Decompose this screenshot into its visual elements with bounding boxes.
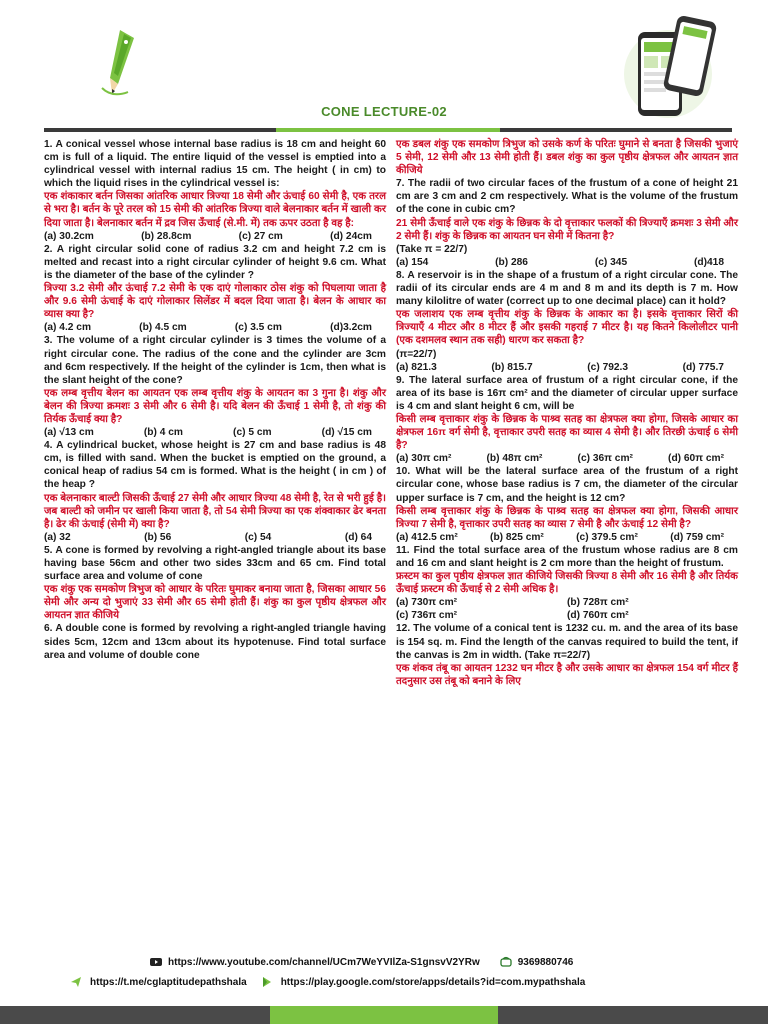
hindi-translation: एक शंकु एक समकोण त्रिभुज को आधार के परितः घुमाकर बनाया जाता है, जिसका आधार 56 सेमी और अन्य दो भुजाएं 33 सेमी और 65 सेमी होती हैं। शंकु का कुल पृष्ठीय क्षेत्रफल और आयतन ज्ञात कीजिये [44, 584, 386, 622]
answer-option: (d) 24cm [330, 230, 372, 242]
youtube-link[interactable]: https://www.youtube.com/channel/UCm7WeYVIlZa-S1gnsvV2YRw [168, 956, 480, 968]
question-text: (Take π = 22/7) [396, 243, 468, 255]
question-text: 4. A cylindrical bucket, whose height is 27 cm and base radius is 48 cm, is filled with sand. When the bucket is emptied on the ground, a conical heap of radius 54 cm is formed. What is the height ( in cm ) of the heap ? [44, 440, 386, 491]
pencil-logo-icon [98, 28, 138, 100]
answer-option: (c) 5 cm [233, 427, 272, 439]
question-text: (π=22/7) [396, 348, 437, 360]
question-text: 6. A double cone is formed by revolving a right-angled triangle having sides 5cm, 12cm and 13cm about its hypotenuse. Find total surface area and volume of double cone [44, 623, 386, 661]
answer-options [44, 230, 386, 243]
answer-option: (c) 792.3 [587, 361, 629, 373]
answer-option: (d) 759 cm² [670, 531, 724, 543]
answer-options [396, 256, 738, 269]
answer-options [44, 426, 386, 439]
hindi-translation: एक बेलनाकार बाल्टी जिसकी ऊँचाई 27 सेमी और आधार त्रिज्या 48 सेमी है, रेत से भरी हुई है। जब बाल्टी को जमीन पर खाली किया जाता है, तो 54 सेमी त्रिज्या का एक शंक्वाकार ढेर बनता है। ढेर की ऊंचाई (सेमी में) क्या है? [44, 492, 386, 530]
answer-option: (c) 36π cm² [577, 453, 633, 465]
answer-option: (d) 760π cm² [567, 610, 629, 622]
answer-option: (b) 56 [144, 531, 172, 543]
answer-option: (a) 4.2 cm [44, 322, 91, 334]
answer-option: (a) 412.5 cm² [396, 531, 458, 543]
play-store-link[interactable]: https://play.google.com/store/apps/details?id=com.mypathshala [280, 976, 586, 988]
footer-row-1 [150, 956, 768, 968]
hindi-translation: एक शंकव तंबू का आयतन 1232 घन मीटर है और उसके आधार का क्षेत्रफल 154 वर्ग मीटर हैं तदनुसार उस तंबू को बनाने के लिए [396, 662, 738, 687]
answer-option: (b) 4 cm [143, 427, 183, 439]
answer-option: (a) 30.2cm [44, 230, 94, 242]
answer-options [396, 452, 738, 465]
play-store-icon [261, 976, 273, 988]
page-title: CONE LECTURE-02 [321, 104, 447, 119]
answer-option: (b) 825 cm² [490, 531, 544, 543]
answer-option: (d)418 [693, 256, 724, 268]
answer-option: (b) 4.5 cm [139, 322, 187, 334]
header-divider [44, 128, 732, 132]
hindi-translation: एक डबल शंकु एक समकोण त्रिभुज को उसके कर्ण के परितः घुमाने से बनता है जिसकी भुजाएं 5 सेमी, 12 सेमी और 13 सेमी होती हैं। डबल शंकु का कुल पृष्ठीय क्षेत्रफल और आयतन ज्ञात कीजिये [396, 139, 738, 177]
answer-option: (a) 32 [44, 531, 71, 543]
answer-option: (a) 730π cm² [396, 597, 458, 609]
answer-option: (a) 30π cm² [396, 453, 452, 465]
phone-icon [500, 956, 512, 968]
answer-option: (d) 64 [344, 531, 372, 543]
question-text: 11. Find the total surface area of the frustum whose radius are 8 cm and 16 cm and slant height is 2 cm more than the height of frustum. [396, 544, 738, 569]
answer-option: (c) 736π cm² [396, 610, 458, 622]
phone-number[interactable]: 9369880746 [517, 956, 574, 968]
answer-options [396, 531, 738, 544]
hindi-translation: फ्रस्टम का कुल पृष्ठीय क्षेत्रफल ज्ञात कीजिये जिसकी त्रिज्या 8 सेमी और 16 सेमी है और तिर्यक ऊँचाई फ्रस्टम की ऊँचाई से 2 सेमी अधिक है। [396, 571, 738, 596]
question-text: 9. The lateral surface area of frustum of a right circular cone, if the area of its base is 16π cm² and the diameter of circular upper surface is 4 cm and slant height 6 cm, will be [396, 374, 738, 412]
question-text: 5. A cone is formed by revolving a right-angled triangle about its base having base 56cm and other two sides 33cm and 65 cm. Find total surface area and volume of cone [44, 544, 386, 583]
question-text: 12. The volume of a conical tent is 1232 cu. m. and the area of its base is 154 sq. m. Find the length of the canvas required to build the tent, if the canvas is 2m in width. (Take π=22/7) [396, 623, 738, 661]
hindi-translation: किसी लम्ब वृत्ताकार शंकु के छिन्नक के पाश्र्व सतह का क्षेत्रफल क्या होगा, जिसकी आधार त्रिज्या 7 सेमी है, वृत्ताकार उपरी सतह का व्यास 7 सेमी है और ऊंचाई 12 सेमी है? [396, 505, 738, 530]
hindi-translation: एक शंकाकार बर्तन जिसका आंतरिक आधार त्रिज्या 18 सेमी और ऊंचाई 60 सेमी है, एक तरल से भरा है। बर्तन के पूरे तरल को 15 सेमी की आंतरिक त्रिज्या वाले बेलनाकार बर्तन में खाली कर दिया जाता है। बेलनाकार बर्तन में द्रव जिस ऊँचाई (से.मी. में) तक ऊपर उठता है वह है: [44, 191, 386, 229]
telegram-icon [70, 976, 82, 988]
question-text: 3. The volume of a right circular cylinder is 3 times the volume of a right circular cone. The radius of the cone and the cylinder are 3cm and 6cm respectively. If the height of the cylinder is 1cm, then what is the slant height of the cone? [44, 335, 386, 386]
footer-bar [0, 1006, 768, 1024]
answer-option: (b) 286 [495, 256, 528, 268]
footer-row-2 [70, 976, 768, 988]
left-column [44, 138, 386, 662]
answer-option: (d) √15 cm [321, 427, 372, 439]
answer-option: (b) 815.7 [491, 361, 533, 373]
answer-options [396, 361, 738, 374]
hindi-translation: त्रिज्या 3.2 सेमी और ऊंचाई 7.2 सेमी के एक दाएं गोलाकार ठोस शंकु को पिघलाया जाता है और 9.6 सेमी ऊंचाई के दाएं गोलाकार सिलेंडर में बदल दिया जाता है। बेलन के आधार का व्यास क्या है? [44, 283, 386, 321]
question-text: 10. What will be the lateral surface area of the frustum of a right circular cone, whose base radius is 7 cm, the diameter of the circular upper surface is 7 cm, and the height is 12 cm? [396, 466, 738, 504]
youtube-icon [150, 956, 162, 968]
answer-option: (c) 379.5 cm² [576, 531, 638, 543]
telegram-link[interactable]: https://t.me/cglaptitudepathshala [90, 976, 247, 988]
answer-option: (c) 3.5 cm [234, 322, 282, 334]
answer-option: (b) 28.8cm [141, 230, 192, 242]
hindi-translation: एक लम्ब वृत्तीय बेलन का आयतन एक लम्ब वृत्तीय शंकु के आयतन का 3 गुना है। शंकु और बेलन की त्रिज्या क्रमशः 3 सेमी और 6 सेमी है। यदि बेलन की ऊँचाई 1 सेमी है, तो शंकु की तिर्यक ऊँचाई क्या है? [44, 387, 386, 425]
right-column [396, 138, 738, 688]
answer-options [44, 321, 386, 334]
question-text: 7. The radii of two circular faces of the frustum of a cone of height 21 cm are 3 cm and 2 cm respectively. What is the volume of the frustum of the cone in cubic cm? [396, 178, 738, 216]
answer-option: (d)3.2cm [330, 322, 372, 334]
question-text: 2. A right circular solid cone of radius 3.2 cm and height 7.2 cm is melted and recast into a right circular cylinder of height 9.6 cm. What is the diameter of the base of the cylinder ? [44, 243, 386, 281]
answer-option: (c) 27 cm [238, 230, 283, 242]
question-text: 8. A reservoir is in the shape of a frustum of a right circular cone. The radii of its circular ends are 4 m and 8 m and its depth is 7 m. How many kilolitre of water (correct up to one decimal place) can it hold? [396, 269, 738, 308]
answer-option: (d) 60π cm² [668, 453, 724, 465]
answer-options [44, 531, 386, 544]
hindi-translation: एक जलाशय एक लम्ब वृत्तीय शंकु के छिन्नक के आकार का है। इसके वृत्ताकार सिरों की त्रिज्याएँ 4 मीटर और 8 मीटर हैं और इसकी गहराई 7 मीटर है। यह कितने किलोलीटर पानी (एक दशमलव स्थान तक सही) धारण कर सकता है? [396, 309, 738, 347]
answer-option: (a) 154 [396, 256, 429, 268]
answer-options [396, 596, 738, 622]
answer-option: (a) 821.3 [396, 361, 437, 373]
hindi-translation: 21 सेमी ऊँचाई वाले एक शंकु के छिन्नक के दो वृत्ताकार फलकों की त्रिज्याएँ क्रमशः 3 सेमी और 2 सेमी हैं। शंकु के छिन्नक का आयतन घन सेमी में कितना है? [396, 217, 738, 242]
answer-option: (a) √13 cm [44, 427, 94, 439]
answer-option: (b) 48π cm² [486, 453, 543, 465]
hindi-translation: किसी लम्ब वृत्ताकार शंकु के छिन्नक के पाश्र्व सतह का क्षेत्रफल क्या होगा, जिसके आधार का क्षेत्रफल 16π वर्ग सेमी है, वृत्ताकार उपरी सतह का व्यास 4 सेमी है। और तिरछी ऊंचाई 6 सेमी है? [396, 413, 738, 452]
answer-option: (b) 728π cm² [567, 597, 629, 609]
answer-option: (d) 775.7 [682, 361, 724, 373]
answer-option: (c) 54 [244, 531, 272, 543]
answer-option: (c) 345 [594, 256, 628, 268]
question-text: 1. A conical vessel whose internal base radius is 18 cm and height 60 cm is full of a liquid. The entire liquid of the vessel is emptied into a cylindrical vessel with internal radius 15 cm. The height ( in cm) to which the liquid rises in the cylindrical vessel is: [44, 139, 386, 190]
